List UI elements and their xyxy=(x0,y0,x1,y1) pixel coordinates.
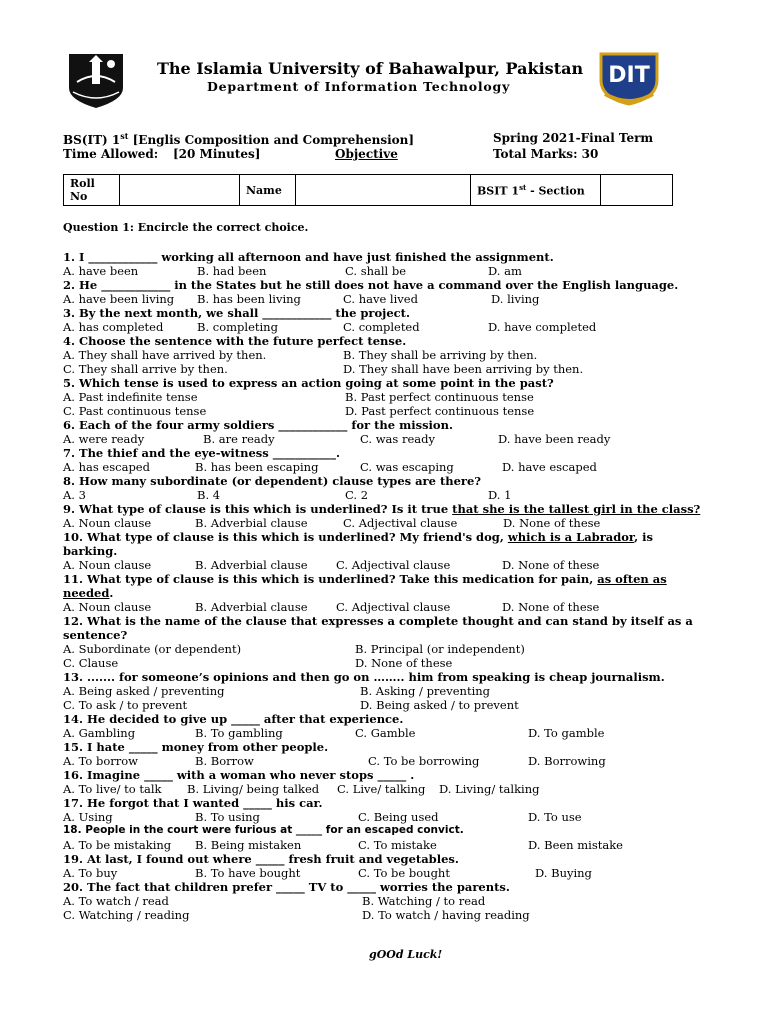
answer-option[interactable]: C. was escaping xyxy=(360,460,454,474)
answer-option[interactable]: A. To buy xyxy=(63,866,118,880)
answer-option[interactable]: D. Borrowing xyxy=(528,754,606,768)
question-text xyxy=(63,278,678,292)
answer-option[interactable]: D. To use xyxy=(528,810,582,824)
question-stem: 12. What is the name of the clause that expresses a complete thought and can stand by itself as a xyxy=(63,614,693,628)
answer-option[interactable]: A. have been xyxy=(63,264,139,278)
answer-option[interactable]: C. Watching / reading xyxy=(63,908,190,922)
answer-option[interactable]: C. Adjectival clause xyxy=(343,516,458,530)
answer-option[interactable]: B. Principal (or independent) xyxy=(355,642,525,656)
time-value: [20 Minutes] xyxy=(173,147,261,161)
question-stem: 6. Each of the four army soldiers ____________ for the mission. xyxy=(63,418,453,432)
underlined-clause: which is a Labrador xyxy=(507,530,635,544)
course-title: BS(IT) 1st [Englis Composition and Comprehension] xyxy=(63,131,415,147)
question-text xyxy=(63,670,665,684)
question-text xyxy=(63,250,554,264)
answer-option[interactable]: C. 2 xyxy=(345,488,369,502)
answer-option[interactable]: A. To live/ to talk xyxy=(63,782,162,796)
answer-option[interactable]: C. To be borrowing xyxy=(368,754,480,768)
answer-option[interactable]: D. Being asked / to prevent xyxy=(360,698,519,712)
answer-option[interactable]: A. have been living xyxy=(63,292,175,306)
answer-option[interactable]: C. have lived xyxy=(343,292,418,306)
answer-option[interactable]: C. To be bought xyxy=(358,866,450,880)
answer-option[interactable]: D. 1 xyxy=(488,488,512,502)
answer-option[interactable]: A. Noun clause xyxy=(63,516,152,530)
answer-option[interactable]: B. Borrow xyxy=(195,754,254,768)
question-text-continued xyxy=(63,586,113,600)
question-stem-end: , is xyxy=(634,530,654,544)
answer-option[interactable]: B. 4 xyxy=(197,488,221,502)
islamia-university-crest xyxy=(65,52,127,110)
question-stem: 3. By the next month, we shall ____________ the project. xyxy=(63,306,410,320)
section-label: BSIT 1st - Section xyxy=(471,175,601,206)
question-stem: 1. I ____________ working all afternoon and have just finished the assignment. xyxy=(63,250,554,264)
question-stem: 16. Imagine _____ with a woman who never stops _____ . xyxy=(63,768,415,782)
question-stem: 14. He decided to give up _____ after that experience. xyxy=(63,712,404,726)
answer-option[interactable]: A. Subordinate (or dependent) xyxy=(63,642,242,656)
answer-option[interactable]: A. were ready xyxy=(63,432,145,446)
answer-option[interactable]: B. has been escaping xyxy=(195,460,319,474)
question-stem: 7. The thief and the eye-witness ___________. xyxy=(63,446,340,460)
answer-option[interactable]: A. They shall have arrived by then. xyxy=(63,348,267,362)
roll-no-field[interactable] xyxy=(120,175,240,206)
question-text xyxy=(63,712,403,726)
answer-option[interactable]: A. 3 xyxy=(63,488,86,502)
answer-option[interactable]: B. To gambling xyxy=(195,726,283,740)
answer-option[interactable]: A. Using xyxy=(63,810,113,824)
answer-option[interactable]: B. Asking / preventing xyxy=(360,684,491,698)
question-stem: 2. He ____________ in the States but he still does not have a command over the English language. xyxy=(63,278,679,292)
question-text xyxy=(63,530,653,544)
question-stem: 15. I hate _____ money from other people. xyxy=(63,740,329,754)
answer-option[interactable]: A. has escaped xyxy=(63,460,150,474)
answer-option[interactable]: C. Being used xyxy=(358,810,439,824)
underlined-clause: as often as xyxy=(597,572,667,586)
answer-option[interactable]: C. To ask / to prevent xyxy=(63,698,188,712)
answer-option[interactable]: D. To gamble xyxy=(528,726,605,740)
question-stem-end: sentence? xyxy=(63,628,128,642)
answer-option[interactable]: A. To borrow xyxy=(63,754,139,768)
answer-option[interactable]: A. has completed xyxy=(63,320,164,334)
question-stem: 19. At last, I found out where _____ fresh fruit and vegetables. xyxy=(63,852,459,866)
answer-option[interactable]: C. They shall arrive by then. xyxy=(63,362,228,376)
department-title: Department of Information Technology xyxy=(207,79,511,94)
roll-no-label: Roll No xyxy=(64,175,120,206)
university-logo xyxy=(65,52,127,110)
answer-option[interactable]: D. Living/ talking xyxy=(439,782,540,796)
answer-option[interactable]: B. has been living xyxy=(197,292,301,306)
answer-option[interactable]: B. are ready xyxy=(203,432,275,446)
question-stem: 17. He forgot that I wanted _____ his car. xyxy=(63,796,323,810)
name-field[interactable] xyxy=(296,175,471,206)
question-text-continued xyxy=(63,628,127,642)
answer-option[interactable]: C. Live/ talking xyxy=(337,782,426,796)
answer-option[interactable]: C. Gamble xyxy=(355,726,416,740)
dit-shield-logo xyxy=(597,50,661,106)
question-stem: 10. What type of clause is this which is underlined? My friend's dog, xyxy=(63,530,508,544)
answer-option[interactable]: D. None of these xyxy=(502,600,600,614)
answer-option[interactable]: D. None of these xyxy=(503,516,601,530)
question-stem: 9. What type of clause is this which is underlined? Is it true xyxy=(63,502,453,516)
answer-option[interactable]: C. Adjectival clause xyxy=(336,600,451,614)
underlined-clause: that she is the tallest girl in the class? xyxy=(452,502,701,516)
answer-option[interactable]: D. None of these xyxy=(355,656,453,670)
roll-table xyxy=(63,174,673,206)
answer-option[interactable]: C. shall be xyxy=(345,264,407,278)
answer-option[interactable]: B. To have bought xyxy=(195,866,301,880)
question-text xyxy=(63,824,464,836)
question-text xyxy=(63,306,410,320)
question-text xyxy=(63,376,554,390)
question-stem: 11. What type of clause is this which is underlined? Take this medication for pain, xyxy=(63,572,598,586)
answer-option[interactable]: B. had been xyxy=(197,264,267,278)
answer-option[interactable]: B. completing xyxy=(197,320,278,334)
answer-option[interactable]: C. Clause xyxy=(63,656,119,670)
answer-option[interactable]: D. have escaped xyxy=(502,460,597,474)
answer-option[interactable]: C. Past continuous tense xyxy=(63,404,207,418)
answer-option[interactable]: D. Been mistake xyxy=(528,838,623,852)
answer-option[interactable]: C. completed xyxy=(343,320,420,334)
question-text xyxy=(63,614,693,628)
section-field[interactable] xyxy=(601,175,673,206)
answer-option[interactable]: B. Watching / to read xyxy=(362,894,486,908)
question-text xyxy=(63,446,340,460)
answer-option[interactable]: D. have been ready xyxy=(498,432,611,446)
answer-option[interactable]: D. They shall have been arriving by then. xyxy=(343,362,584,376)
answer-option[interactable]: A. Being asked / preventing xyxy=(63,684,225,698)
question-text xyxy=(63,418,453,432)
question-text xyxy=(63,334,406,348)
question-stem: 20. The fact that children prefer _____ TV to _____ worries the parents. xyxy=(63,880,510,894)
answer-option[interactable]: C. To mistake xyxy=(358,838,437,852)
answer-option[interactable]: D. Buying xyxy=(535,866,592,880)
answer-option[interactable]: B. Adverbial clause xyxy=(195,558,308,572)
question-stem: 13. ....... for someone’s opinions and then go on …….. him from speaking is cheap journalism. xyxy=(63,670,665,684)
question-text xyxy=(63,474,481,488)
underlined-clause: needed xyxy=(63,586,110,600)
question-text xyxy=(63,768,414,782)
question-text xyxy=(63,740,328,754)
name-label: Name xyxy=(240,175,296,206)
answer-option[interactable]: D. living xyxy=(491,292,540,306)
question-stem: 5. Which tense is used to express an action going at some point in the past? xyxy=(63,376,554,390)
answer-option[interactable]: C. Adjectival clause xyxy=(336,558,451,572)
answer-option[interactable]: A. Noun clause xyxy=(63,600,152,614)
answer-option[interactable]: B. Adverbial clause xyxy=(195,600,308,614)
answer-option[interactable]: A. Gambling xyxy=(63,726,136,740)
question-text xyxy=(63,796,323,810)
answer-option[interactable]: B. They shall be arriving by then. xyxy=(343,348,538,362)
question-stem-end: . xyxy=(109,586,114,600)
logo-text: DIT xyxy=(608,63,650,88)
question-stem: 4. Choose the sentence with the future perfect tense. xyxy=(63,334,407,348)
answer-option[interactable]: B. Being mistaken xyxy=(195,838,302,852)
university-title: The Islamia University of Bahawalpur, Pakistan xyxy=(157,59,584,78)
question-text xyxy=(63,572,667,586)
answer-option[interactable]: A. To watch / read xyxy=(63,894,169,908)
answer-option[interactable]: A. Past indefinite tense xyxy=(63,390,198,404)
answer-option[interactable]: D. have completed xyxy=(488,320,597,334)
question-text xyxy=(63,852,459,866)
answer-option[interactable]: C. was ready xyxy=(360,432,435,446)
question-stem: 18. People in the court were furious at _____ for an escaped convict. xyxy=(63,824,464,836)
question-text-continued xyxy=(63,544,117,558)
answer-option[interactable]: B. Living/ being talked xyxy=(187,782,320,796)
answer-option[interactable]: D. am xyxy=(488,264,522,278)
question-text xyxy=(63,880,510,894)
total-marks: Total Marks: 30 xyxy=(493,147,599,161)
answer-option[interactable]: B. Past perfect continuous tense xyxy=(345,390,534,404)
answer-option[interactable]: B. Adverbial clause xyxy=(195,516,308,530)
answer-option[interactable]: D. Past perfect continuous tense xyxy=(345,404,535,418)
answer-option[interactable]: A. Noun clause xyxy=(63,558,152,572)
paper-type: Objective xyxy=(335,147,398,161)
time-label: Time Allowed: xyxy=(63,147,159,161)
answer-option[interactable]: D. None of these xyxy=(502,558,600,572)
instruction: Question 1: Encircle the correct choice. xyxy=(63,221,309,234)
question-text xyxy=(63,502,700,516)
question-stem-end: barking. xyxy=(63,544,118,558)
footer-good-luck: gOOd Luck! xyxy=(369,948,443,961)
dit-logo xyxy=(597,50,661,106)
answer-option[interactable]: D. To watch / having reading xyxy=(362,908,530,922)
question-stem: 8. How many subordinate (or dependent) clause types are there? xyxy=(63,474,482,488)
answer-option[interactable]: B. To using xyxy=(195,810,260,824)
answer-option[interactable]: A. To be mistaking xyxy=(63,838,172,852)
term-label: Spring 2021-Final Term xyxy=(493,131,654,145)
